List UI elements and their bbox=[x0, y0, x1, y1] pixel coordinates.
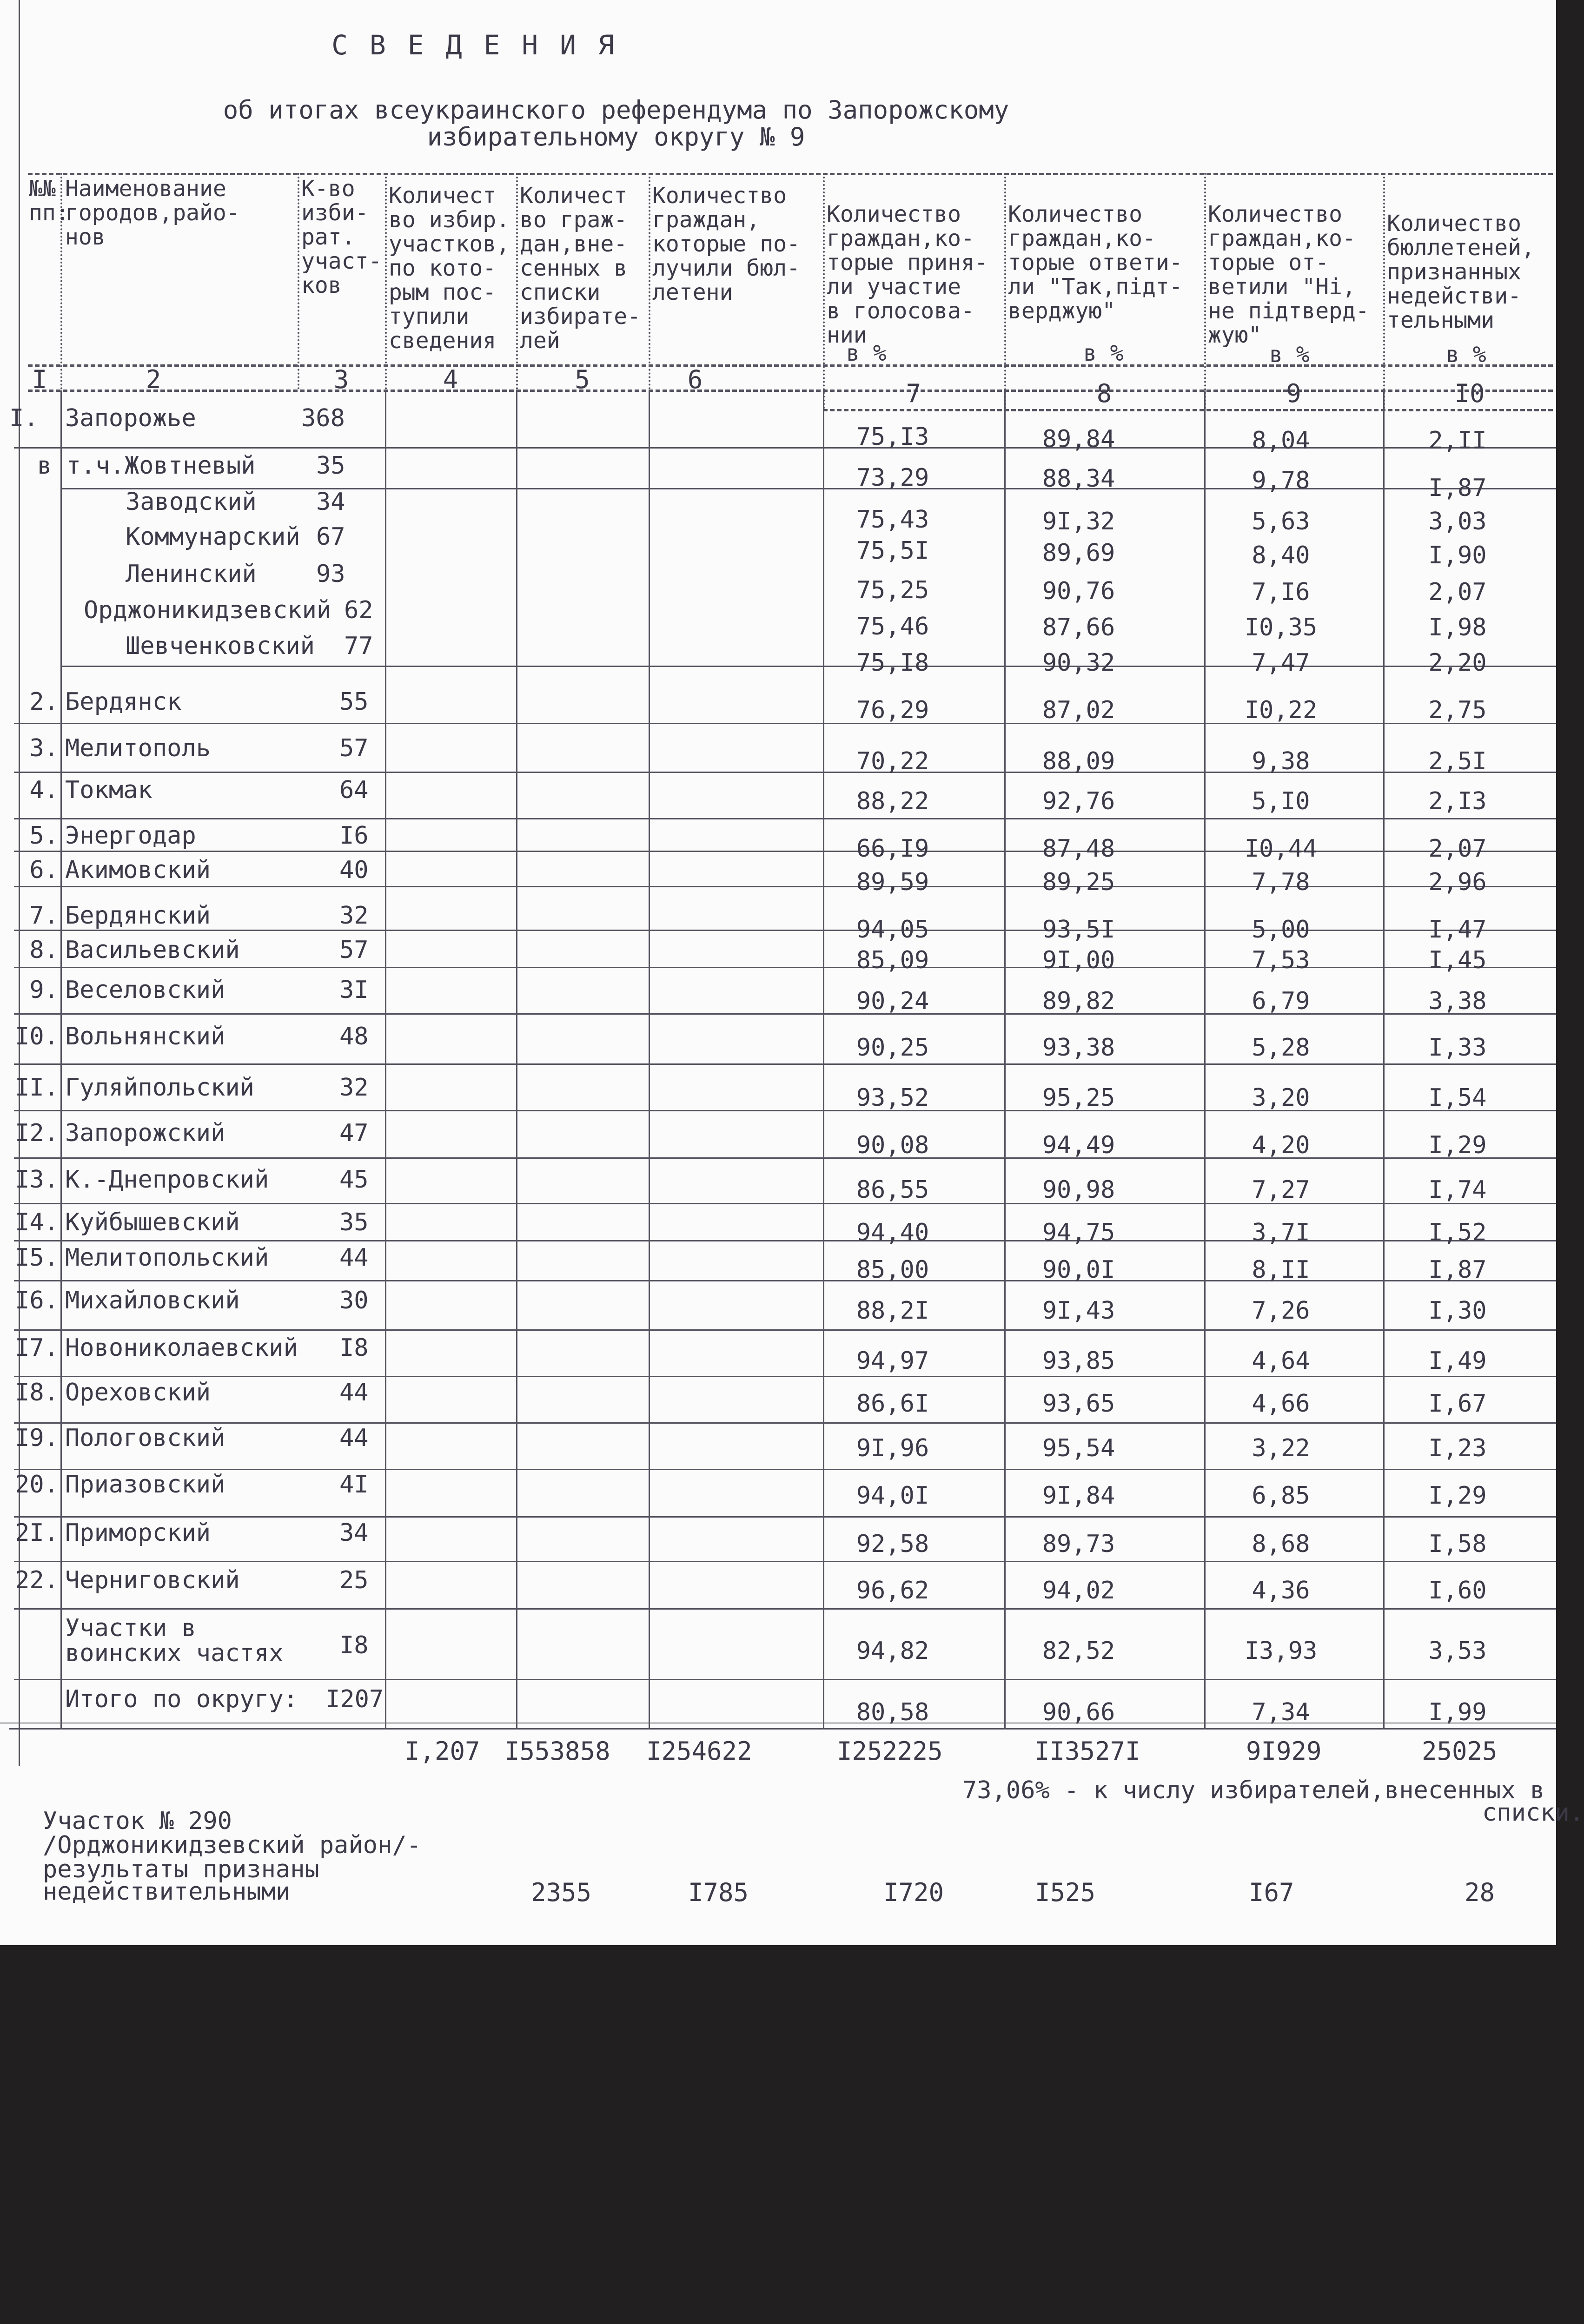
row-stations: 30 bbox=[339, 1287, 369, 1314]
body-sep-5 bbox=[649, 390, 650, 1729]
row-yes: 94,02 bbox=[1042, 1577, 1115, 1604]
row-name: Орджоникидзевский bbox=[84, 596, 331, 624]
total-col7: I252225 bbox=[837, 1736, 943, 1766]
row-stations: 4I bbox=[339, 1471, 369, 1499]
total-col6: I254622 bbox=[646, 1736, 752, 1766]
row-no: 3,20 bbox=[1252, 1084, 1310, 1112]
row-name: Вольнянский bbox=[65, 1023, 225, 1050]
row-stations: 44 bbox=[339, 1424, 369, 1452]
header-sep-8 bbox=[1204, 173, 1206, 409]
row-turnout: 85,00 bbox=[856, 1256, 929, 1284]
row-stations: 64 bbox=[339, 776, 369, 804]
row-stations: 32 bbox=[339, 1074, 369, 1102]
row-turnout: 66,I9 bbox=[856, 835, 929, 863]
row-turnout: 80,58 bbox=[856, 1698, 929, 1726]
colnum-3: 3 bbox=[333, 365, 349, 394]
row-stations: I8 bbox=[339, 1631, 369, 1659]
row-invalid: I,87 bbox=[1428, 1256, 1487, 1284]
row-number: I2. bbox=[15, 1119, 59, 1147]
row-invalid: I,98 bbox=[1428, 614, 1487, 641]
row-yes: 88,09 bbox=[1042, 747, 1115, 775]
row-no: 5,00 bbox=[1252, 916, 1310, 944]
row-name: Токмак bbox=[65, 776, 152, 804]
row-name: Бердянск bbox=[65, 688, 182, 716]
row-invalid: I,52 bbox=[1428, 1219, 1487, 1247]
row-turnout: 73,29 bbox=[856, 464, 929, 492]
row-stations: 368 bbox=[301, 404, 345, 432]
row-stations: 48 bbox=[339, 1023, 369, 1050]
footnote-line-1: Участок № 290 bbox=[43, 1807, 232, 1835]
row-number: 8. bbox=[29, 936, 59, 964]
row-stations: 35 bbox=[339, 1208, 369, 1236]
row-no: 4,20 bbox=[1252, 1131, 1310, 1159]
row-rule bbox=[14, 1516, 1556, 1518]
row-no: 8,II bbox=[1252, 1256, 1310, 1284]
row-no: 5,I0 bbox=[1252, 787, 1310, 815]
row-yes: 9I,43 bbox=[1042, 1297, 1115, 1325]
row-rule bbox=[14, 1679, 1556, 1680]
row-turnout: 75,5I bbox=[856, 537, 929, 565]
header-sep-5 bbox=[649, 173, 650, 390]
row-number: 20. bbox=[15, 1471, 59, 1499]
row-invalid: I,29 bbox=[1428, 1482, 1487, 1510]
document-title: С В Е Д Е Н И Я bbox=[331, 29, 617, 61]
row-name: Акимовский bbox=[65, 856, 211, 884]
row-turnout: 90,08 bbox=[856, 1131, 929, 1159]
row-stations: 93 bbox=[316, 560, 345, 588]
row-no: 5,28 bbox=[1252, 1034, 1310, 1062]
row-stations: I8 bbox=[339, 1334, 369, 1362]
footnote-col9: I67 bbox=[1249, 1878, 1294, 1907]
row-name: Участки в воинских частях bbox=[65, 1614, 284, 1667]
row-name: Ореховский bbox=[65, 1379, 211, 1406]
row-turnout: 86,55 bbox=[856, 1176, 929, 1204]
row-stations: 57 bbox=[339, 734, 369, 762]
row-stations: 3I bbox=[339, 976, 369, 1004]
total-col9: 9I929 bbox=[1246, 1736, 1322, 1766]
colnum-6: 6 bbox=[687, 365, 703, 394]
row-turnout: 94,97 bbox=[856, 1347, 929, 1375]
row-number: I7. bbox=[15, 1334, 59, 1362]
row-invalid: 3,53 bbox=[1428, 1637, 1487, 1665]
header-sep-9 bbox=[1383, 173, 1385, 409]
row-number: I. bbox=[9, 404, 39, 432]
row-turnout: 94,82 bbox=[856, 1637, 929, 1665]
row-stations: 55 bbox=[339, 688, 369, 716]
row-invalid: I,33 bbox=[1428, 1034, 1487, 1062]
row-turnout: 85,09 bbox=[856, 946, 929, 974]
row-turnout: 94,0I bbox=[856, 1482, 929, 1510]
row-turnout: 94,40 bbox=[856, 1219, 929, 1247]
row-number: I9. bbox=[15, 1424, 59, 1452]
row-no: 5,63 bbox=[1252, 508, 1310, 535]
row-yes: 88,34 bbox=[1042, 465, 1115, 493]
row-invalid: I,49 bbox=[1428, 1347, 1487, 1375]
row-yes: 9I,00 bbox=[1042, 946, 1115, 974]
row-turnout: 9I,96 bbox=[856, 1434, 929, 1462]
row-stations: I207 bbox=[325, 1685, 384, 1713]
row-rule bbox=[14, 1561, 1556, 1562]
row-turnout: 89,59 bbox=[856, 868, 929, 896]
row-name: Энергодар bbox=[65, 822, 196, 850]
row-rule bbox=[14, 818, 1556, 819]
row-invalid: 2,II bbox=[1428, 427, 1487, 455]
row-no: 8,68 bbox=[1252, 1530, 1310, 1558]
row-name: Запорожье bbox=[65, 404, 196, 432]
row-stations: 57 bbox=[339, 936, 369, 964]
footnote-line-4: недействительными bbox=[43, 1878, 291, 1906]
row-name: Новониколаевский bbox=[65, 1334, 298, 1362]
row-stations: 44 bbox=[339, 1244, 369, 1272]
footnote-col8: I525 bbox=[1035, 1878, 1096, 1907]
row-stations: 32 bbox=[339, 902, 369, 930]
colnum-10: I0 bbox=[1454, 379, 1485, 408]
row-name: Приазовский bbox=[65, 1471, 225, 1499]
row-yes: 87,02 bbox=[1042, 696, 1115, 724]
row-no: 3,22 bbox=[1252, 1434, 1310, 1462]
row-invalid: I,74 bbox=[1428, 1176, 1487, 1204]
row-no: 7,53 bbox=[1252, 946, 1310, 974]
row-yes: 87,66 bbox=[1042, 614, 1115, 641]
row-name: в т.ч.Жовтневый bbox=[37, 452, 256, 480]
colnum-5: 5 bbox=[575, 365, 590, 394]
unit-col7: в % bbox=[846, 340, 887, 366]
header-col2: Наименование городов,райо- нов bbox=[65, 176, 240, 250]
row-yes: 90,66 bbox=[1042, 1698, 1115, 1726]
row-turnout: 88,22 bbox=[856, 787, 929, 815]
row-stations: 77 bbox=[344, 632, 373, 660]
row-name: Мелитопольский bbox=[65, 1244, 269, 1272]
row-number: 4. bbox=[29, 776, 59, 804]
row-yes: 95,25 bbox=[1042, 1084, 1115, 1112]
document-subtitle-line-2: избирательному округу № 9 bbox=[427, 122, 805, 152]
row-invalid: I,58 bbox=[1428, 1530, 1487, 1558]
row-turnout: 92,58 bbox=[856, 1530, 929, 1558]
body-sep-1 bbox=[60, 390, 62, 1729]
row-turnout: 90,24 bbox=[856, 987, 929, 1015]
row-yes: 93,38 bbox=[1042, 1034, 1115, 1062]
row-yes: 89,69 bbox=[1042, 539, 1115, 567]
row-rule bbox=[14, 1329, 1556, 1331]
row-yes: 93,65 bbox=[1042, 1390, 1115, 1418]
row-yes: 90,0I bbox=[1042, 1256, 1115, 1284]
row-stations: 34 bbox=[339, 1519, 369, 1547]
row-turnout: 76,29 bbox=[856, 696, 929, 724]
row-turnout: 93,52 bbox=[856, 1084, 929, 1112]
colnum-7: 7 bbox=[906, 379, 921, 408]
row-invalid: I,47 bbox=[1428, 916, 1487, 944]
document-subtitle-line-1: об итогах всеукраинского референдума по Запорожскому bbox=[223, 95, 1009, 125]
colnum-8: 8 bbox=[1096, 379, 1112, 408]
row-invalid: 2,07 bbox=[1428, 835, 1487, 863]
footnote-col10: 28 bbox=[1465, 1878, 1495, 1907]
row-no: 7,26 bbox=[1252, 1297, 1310, 1325]
row-yes: 87,48 bbox=[1042, 835, 1115, 863]
row-number: I8. bbox=[15, 1379, 59, 1406]
row-number: I0. bbox=[15, 1023, 59, 1050]
row-yes: 93,85 bbox=[1042, 1347, 1115, 1375]
row-name: Итого по округу: bbox=[65, 1685, 298, 1713]
row-invalid: 2,I3 bbox=[1428, 787, 1487, 815]
row-yes: 90,76 bbox=[1042, 577, 1115, 605]
row-invalid: I,54 bbox=[1428, 1084, 1487, 1112]
turnout-note-line-1: 73,06% - к числу избирателей,внесенных в bbox=[962, 1776, 1545, 1804]
row-turnout: 75,25 bbox=[856, 576, 929, 604]
header-col3: К-во изби- рат. участ- ков bbox=[301, 176, 382, 298]
row-yes: 94,75 bbox=[1042, 1219, 1115, 1247]
body-sep-3 bbox=[385, 390, 386, 1729]
row-number: 2I. bbox=[15, 1519, 59, 1547]
header-col9: Количество граждан,ко- торые от- ветили "Ні, не підтверд- жую" bbox=[1208, 201, 1369, 348]
row-stations: 67 bbox=[316, 523, 345, 551]
header-bottom-rule-2 bbox=[823, 409, 1553, 411]
row-invalid: 2,75 bbox=[1428, 696, 1487, 724]
colnum-4: 4 bbox=[443, 365, 458, 394]
row-stations: I6 bbox=[339, 822, 369, 850]
header-mid-rule bbox=[28, 364, 1553, 367]
row-no: 7,34 bbox=[1252, 1698, 1310, 1726]
header-sep-7 bbox=[1004, 173, 1006, 409]
colnum-1: I bbox=[32, 365, 47, 394]
row-name: Бердянский bbox=[65, 902, 211, 930]
header-sep-6 bbox=[823, 173, 825, 409]
row-no: 6,79 bbox=[1252, 987, 1310, 1015]
footnote-col6: I785 bbox=[688, 1878, 749, 1907]
row-turnout: 75,I8 bbox=[856, 649, 929, 677]
row-turnout: 90,25 bbox=[856, 1034, 929, 1062]
row-no: I0,22 bbox=[1244, 696, 1318, 724]
row-yes: 9I,84 bbox=[1042, 1482, 1115, 1510]
row-number: 22. bbox=[15, 1566, 59, 1594]
turnout-note-line-2: списки. bbox=[1482, 1799, 1584, 1827]
row-no: 9,78 bbox=[1252, 467, 1310, 495]
row-number: 6. bbox=[29, 856, 59, 884]
total-col4: I,207 bbox=[404, 1736, 480, 1766]
row-yes: 95,54 bbox=[1042, 1434, 1115, 1462]
row-invalid: I,60 bbox=[1428, 1577, 1487, 1604]
row-turnout: 88,2I bbox=[856, 1297, 929, 1325]
row-number: I5. bbox=[15, 1244, 59, 1272]
row-yes: 89,84 bbox=[1042, 425, 1115, 453]
row-invalid: 3,03 bbox=[1428, 508, 1487, 535]
row-name: Пологовский bbox=[65, 1424, 225, 1452]
row-stations: 40 bbox=[339, 856, 369, 884]
row-number: 5. bbox=[29, 822, 59, 850]
unit-col8: в % bbox=[1083, 340, 1124, 366]
total-col5: I553858 bbox=[504, 1736, 610, 1766]
row-yes: 94,49 bbox=[1042, 1131, 1115, 1159]
row-invalid: I,23 bbox=[1428, 1434, 1487, 1462]
header-col4: Количест во избир. участков, по кото- рым пос- тупили сведения bbox=[389, 183, 510, 354]
row-number: I6. bbox=[15, 1287, 59, 1314]
row-no: 7,78 bbox=[1252, 868, 1310, 896]
row-stations: 35 bbox=[316, 452, 345, 480]
header-sep-4 bbox=[516, 173, 518, 390]
total-col8: II3527I bbox=[1034, 1736, 1140, 1766]
row-no: 8,04 bbox=[1252, 427, 1310, 455]
row-rule bbox=[14, 1469, 1556, 1470]
row-yes: 92,76 bbox=[1042, 787, 1115, 815]
row-name: Веселовский bbox=[65, 976, 225, 1004]
header-col5: Количест во граж- дан,вне- сенных в списки избирате- лей bbox=[520, 183, 641, 354]
row-turnout: 75,I3 bbox=[856, 423, 929, 451]
row-name: Мелитополь bbox=[65, 734, 211, 762]
row-turnout: 70,22 bbox=[856, 747, 929, 775]
row-number: 7. bbox=[29, 902, 59, 930]
row-invalid: 2,96 bbox=[1428, 868, 1487, 896]
row-no: 7,47 bbox=[1252, 649, 1310, 677]
row-stations: 25 bbox=[339, 1566, 369, 1594]
row-invalid: 3,38 bbox=[1428, 987, 1487, 1015]
row-yes: 89,82 bbox=[1042, 987, 1115, 1015]
row-invalid: I,99 bbox=[1428, 1698, 1487, 1726]
row-stations: 45 bbox=[339, 1166, 369, 1194]
body-sep-4 bbox=[516, 390, 517, 1729]
header-col1: №№ пп: bbox=[29, 176, 69, 226]
header-sep-3 bbox=[385, 173, 387, 390]
header-col10: Количество бюллетеней, признанных недействи- тельными bbox=[1387, 211, 1535, 333]
row-yes: 82,52 bbox=[1042, 1637, 1115, 1665]
row-name: Заводский bbox=[126, 488, 257, 516]
row-yes: 89,25 bbox=[1042, 868, 1115, 896]
row-number: II. bbox=[15, 1074, 59, 1102]
header-sep-2 bbox=[298, 173, 299, 390]
row-rule bbox=[14, 1376, 1556, 1377]
footnote-col7: I720 bbox=[883, 1878, 944, 1907]
row-number: 2. bbox=[29, 688, 59, 716]
row-turnout: 75,43 bbox=[856, 506, 929, 534]
row-stations: 47 bbox=[339, 1119, 369, 1147]
row-no: I0,35 bbox=[1244, 614, 1318, 641]
row-no: 6,85 bbox=[1252, 1482, 1310, 1510]
row-name: Шевченковский bbox=[126, 632, 315, 660]
row-no: I3,93 bbox=[1244, 1637, 1318, 1665]
row-name: Приморский bbox=[65, 1519, 211, 1547]
row-no: I0,44 bbox=[1244, 835, 1318, 863]
row-no: 4,36 bbox=[1252, 1577, 1310, 1604]
header-col7: Количество граждан,ко- торые приня- ли участие в голосова- нии bbox=[827, 201, 988, 348]
row-name: Черниговский bbox=[65, 1566, 240, 1594]
row-no: 4,66 bbox=[1252, 1390, 1310, 1418]
row-invalid: I,87 bbox=[1428, 474, 1487, 502]
row-number: 3. bbox=[29, 734, 59, 762]
row-stations: 62 bbox=[344, 596, 373, 624]
row-yes: 89,73 bbox=[1042, 1530, 1115, 1558]
row-no: 3,7I bbox=[1252, 1219, 1310, 1247]
row-yes: 90,32 bbox=[1042, 649, 1115, 677]
footnote-line-2: /Орджоникидзевский район/- bbox=[43, 1831, 421, 1859]
row-no: 4,64 bbox=[1252, 1347, 1310, 1375]
row-name: Васильевский bbox=[65, 936, 240, 964]
row-rule bbox=[14, 1422, 1556, 1424]
row-number: I3. bbox=[15, 1166, 59, 1194]
row-invalid: I,90 bbox=[1428, 541, 1487, 569]
footnote-line-3: результаты признаны bbox=[43, 1855, 319, 1883]
row-turnout: 94,05 bbox=[856, 916, 929, 944]
row-yes: 9I,32 bbox=[1042, 508, 1115, 535]
total-col10: 25025 bbox=[1422, 1736, 1498, 1766]
row-name: К.-Днепровский bbox=[65, 1166, 269, 1194]
row-no: 9,38 bbox=[1252, 747, 1310, 775]
row-rule bbox=[9, 1728, 1556, 1730]
header-col6: Количество граждан, которые по- лучили бюл- летени bbox=[652, 183, 800, 305]
row-name: Коммунарский bbox=[126, 523, 300, 551]
row-yes: 90,98 bbox=[1042, 1176, 1115, 1204]
row-number: I4. bbox=[15, 1208, 59, 1236]
row-name: Гуляйпольский bbox=[65, 1074, 254, 1102]
row-invalid: I,45 bbox=[1428, 946, 1487, 974]
footnote-col5: 2355 bbox=[531, 1878, 592, 1907]
row-turnout: 75,46 bbox=[856, 613, 929, 640]
row-invalid: I,30 bbox=[1428, 1297, 1487, 1325]
row-name: Запорожский bbox=[65, 1119, 225, 1147]
row-invalid: I,67 bbox=[1428, 1390, 1487, 1418]
unit-col10: в % bbox=[1446, 342, 1486, 368]
row-invalid: I,29 bbox=[1428, 1131, 1487, 1159]
row-turnout: 96,62 bbox=[856, 1577, 929, 1604]
row-no: 7,27 bbox=[1252, 1176, 1310, 1204]
row-invalid: 2,07 bbox=[1428, 578, 1487, 606]
row-turnout: 86,6I bbox=[856, 1390, 929, 1418]
header-col8: Количество граждан,ко- торые ответи- ли "Так,підт- верджую" bbox=[1008, 201, 1183, 324]
header-top-rule bbox=[28, 173, 1553, 175]
row-name: Ленинский bbox=[126, 560, 257, 588]
row-invalid: 2,5I bbox=[1428, 747, 1487, 775]
unit-col9: в % bbox=[1269, 342, 1310, 368]
row-rule bbox=[14, 1063, 1556, 1065]
colnum-9: 9 bbox=[1286, 379, 1301, 408]
row-rule bbox=[14, 1608, 1556, 1610]
row-yes: 93,5I bbox=[1042, 916, 1115, 944]
row-number: 9. bbox=[29, 976, 59, 1004]
row-invalid: 2,20 bbox=[1428, 649, 1487, 677]
row-name: Михайловский bbox=[65, 1287, 240, 1314]
row-no: 8,40 bbox=[1252, 541, 1310, 569]
row-stations: 44 bbox=[339, 1379, 369, 1406]
colnum-2: 2 bbox=[146, 365, 161, 394]
row-name: Куйбышевский bbox=[65, 1208, 240, 1236]
row-no: 7,I6 bbox=[1252, 578, 1310, 606]
row-stations: 34 bbox=[316, 488, 345, 516]
